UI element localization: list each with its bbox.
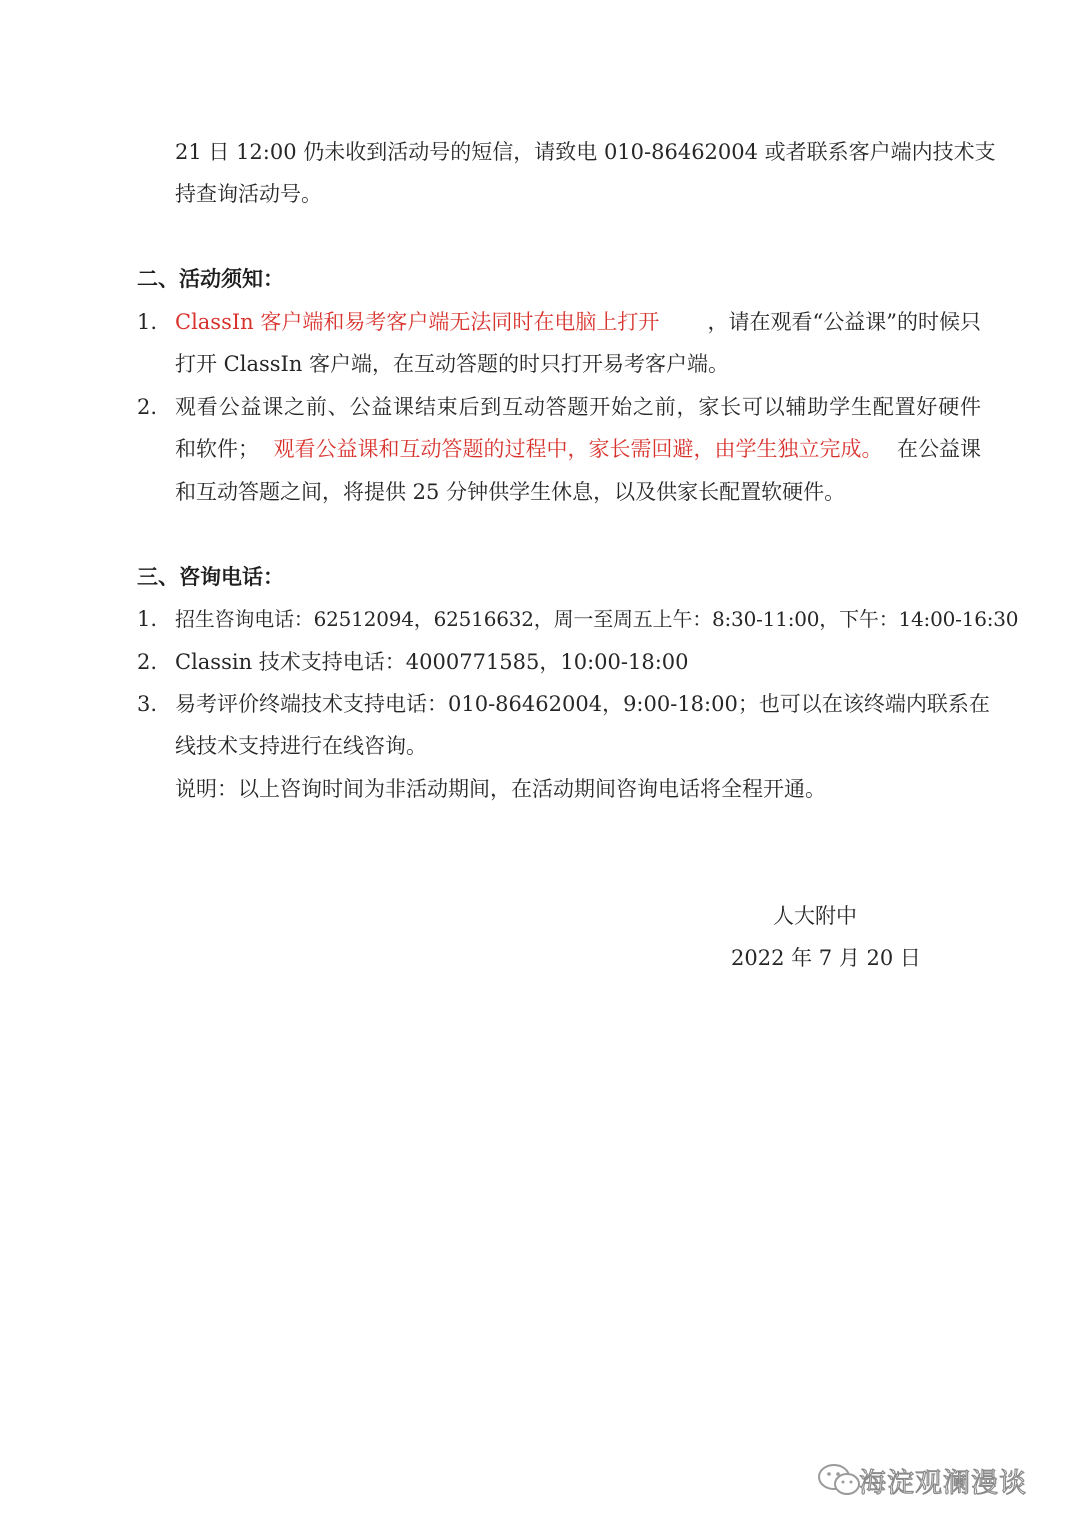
item-text: ，请在观看“公益课”的时候只 (707, 310, 981, 334)
item-number: 1. (137, 607, 158, 631)
watermark-text: 海淀观澜漫谈 (859, 1468, 1027, 1499)
item-line (175, 312, 981, 333)
item-line: 线技术支持进行在线咨询。 (175, 734, 427, 758)
intro-line-1: 21 日 12:00 仍未收到活动号的短信，请致电 010-86462004 或者联系客户端内技术支 (175, 140, 996, 164)
signature-date: 2022 年 7 月 20 日 (731, 946, 921, 970)
highlight-text: 观看公益课和互动答题的过程中，家长需回避，由学生独立完成。 (273, 437, 883, 461)
item-line (175, 439, 981, 460)
item-number: 3. (137, 692, 158, 716)
item-text: 和软件； (175, 437, 259, 461)
item-text: 在公益课 (897, 437, 981, 461)
item-line: 观看公益课之前、公益课结束后到互动答题开始之前，家长可以辅助学生配置好硬件 (175, 395, 981, 419)
item-line: 招生咨询电话：62512094，62516632，周一至周五上午：8:30-11:00，下午：14:00-16:30 (175, 607, 1019, 631)
item-number: 1. (137, 310, 158, 334)
watermark (815, 1458, 1055, 1502)
section-3-title: 三、咨询电话： (137, 565, 284, 589)
highlight-text: ClassIn 客户端和易考客户端无法同时在电脑上打开 (175, 310, 660, 334)
item-number: 2. (137, 395, 158, 419)
note-text: 说明：以上咨询时间为非活动期间，在活动期间咨询电话将全程开通。 (175, 777, 826, 801)
section-2-title: 二、活动须知： (137, 267, 284, 291)
item-line: 和互动答题之间，将提供 25 分钟供学生休息，以及供家长配置软硬件。 (175, 480, 846, 504)
item-line: 打开 ClassIn 客户端，在互动答题的时只打开易考客户端。 (175, 352, 730, 376)
signature-org: 人大附中 (773, 904, 857, 928)
item-line: 易考评价终端技术支持电话：010-86462004，9:00-18:00；也可以在该终端内联系在 (175, 692, 990, 716)
intro-line-2: 持查询活动号。 (175, 182, 322, 206)
item-number: 2. (137, 650, 158, 674)
item-line: Classin 技术支持电话：4000771585，10:00-18:00 (175, 650, 689, 674)
